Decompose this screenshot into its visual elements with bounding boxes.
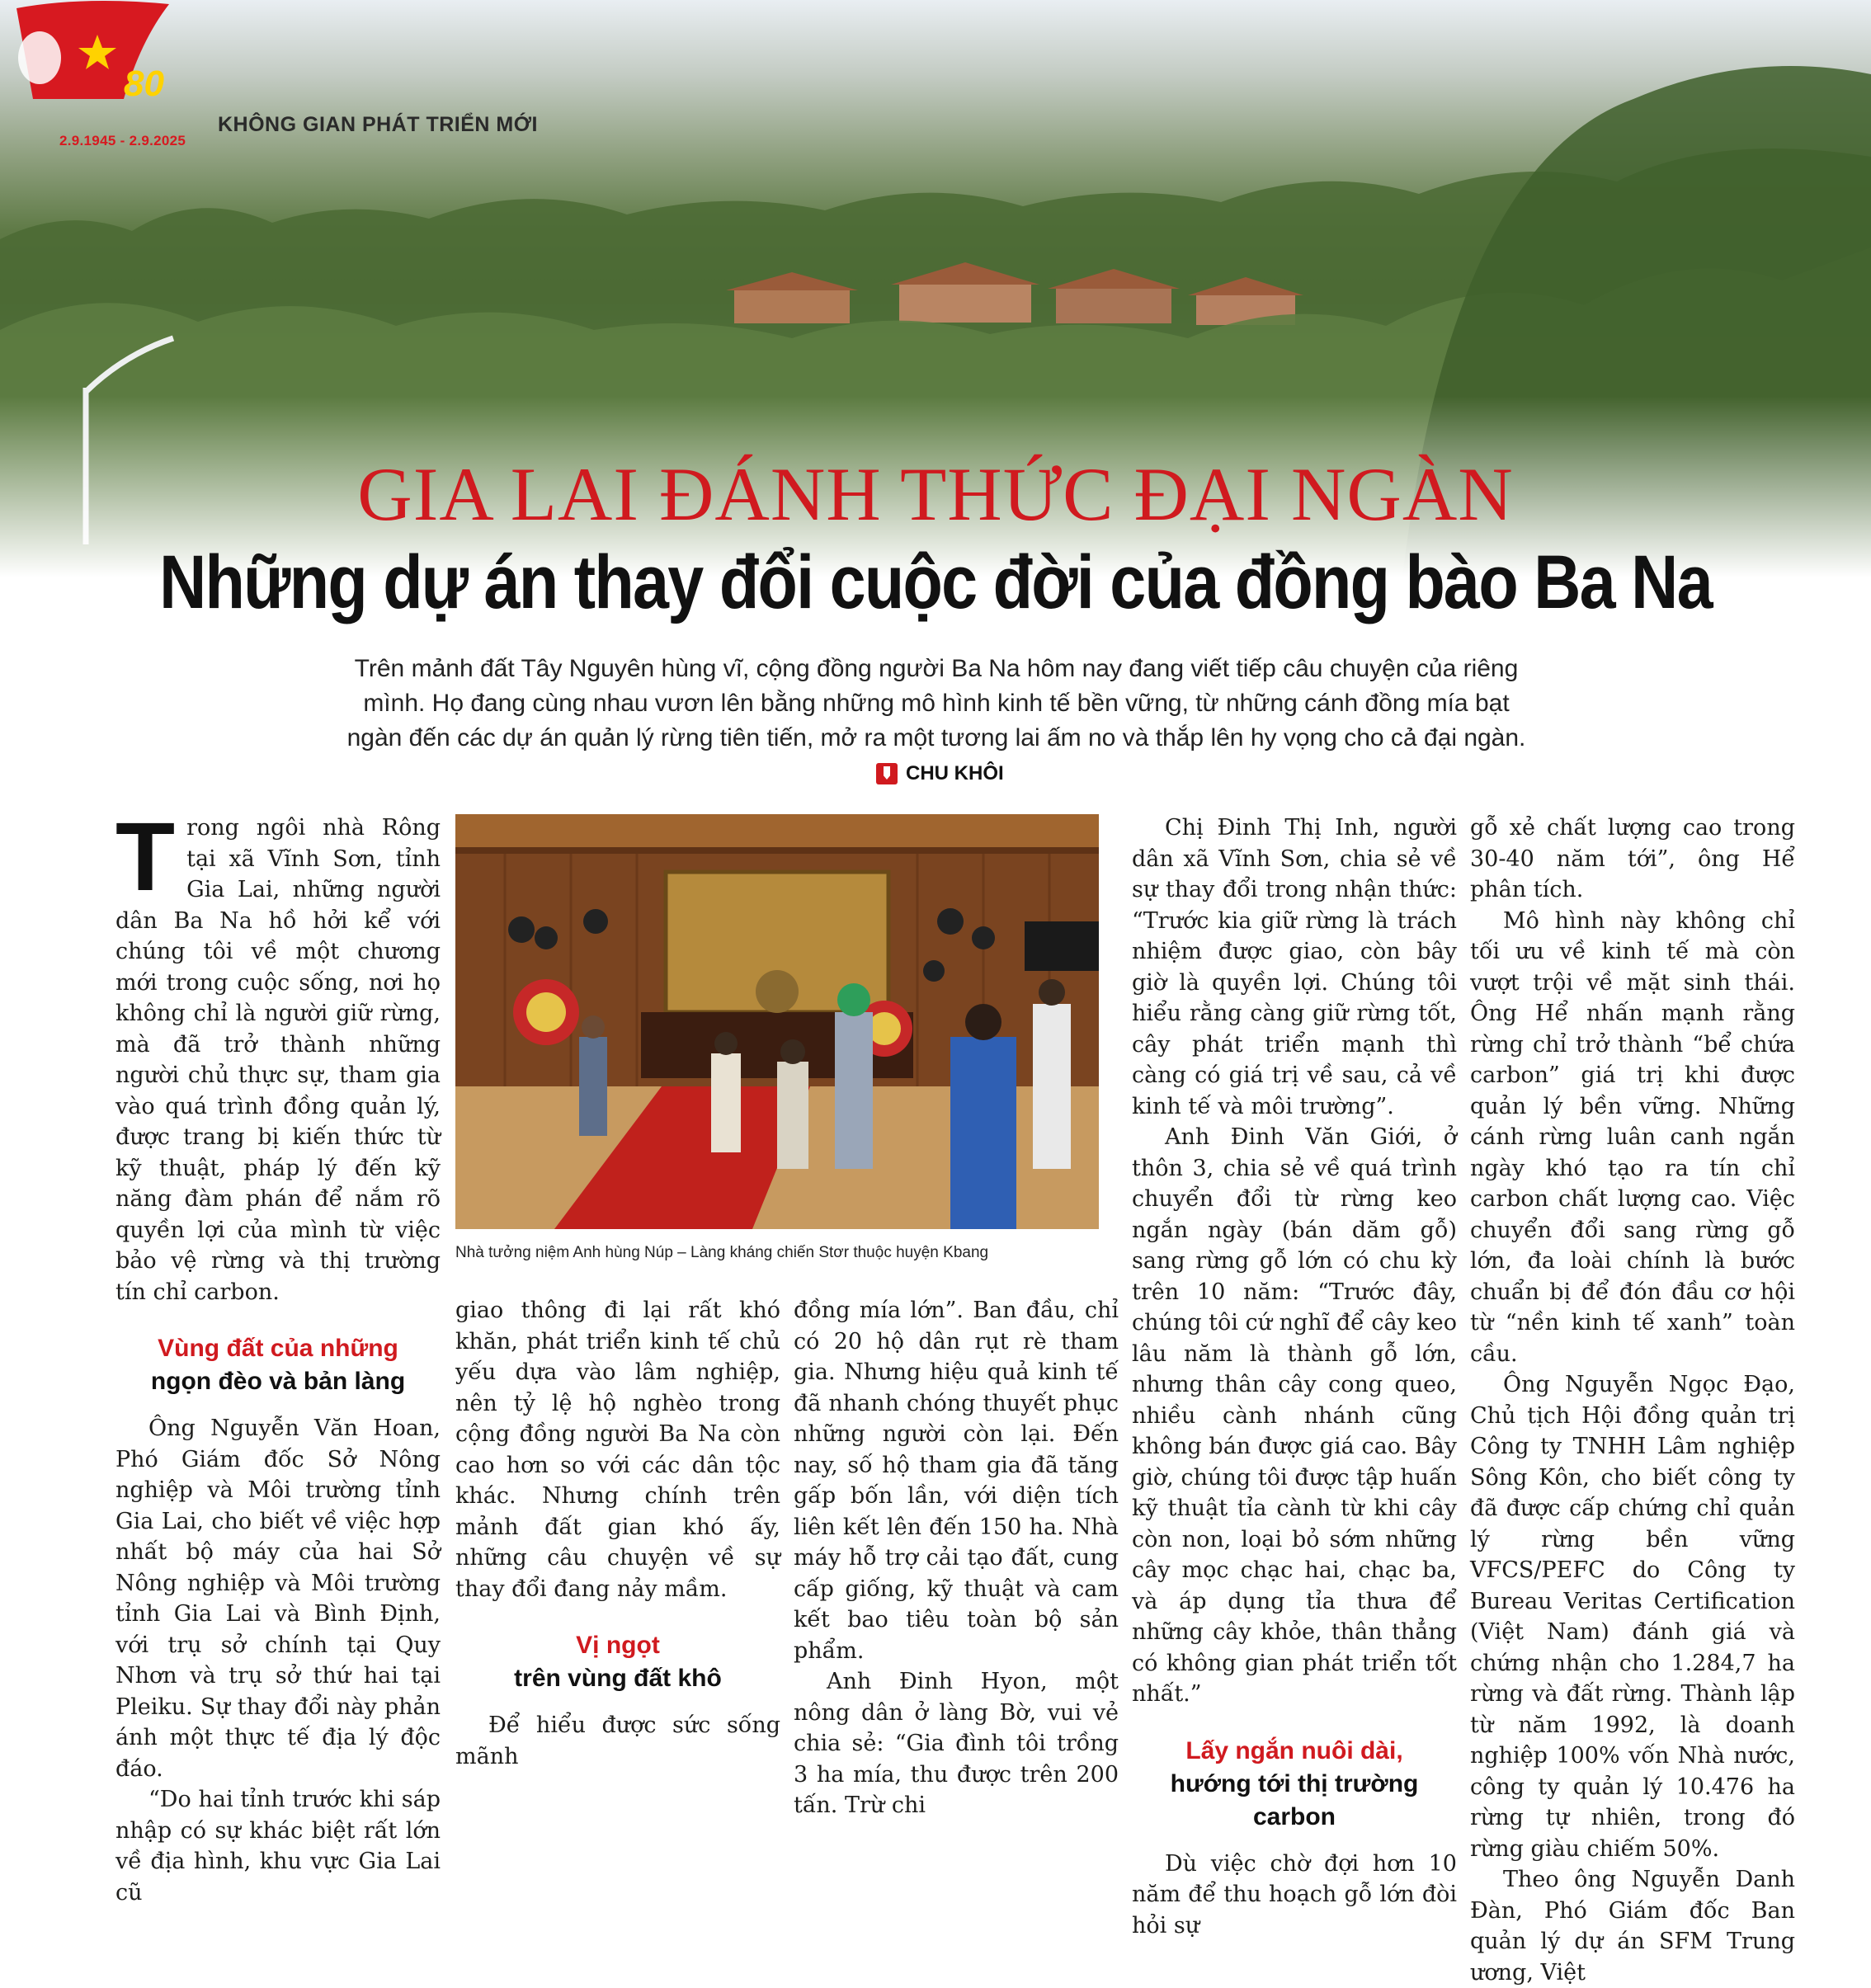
memorial-hall-illustration [455,814,1099,1229]
subhead-3 [1132,1735,1457,1834]
paragraph: Anh Đinh Hyon, một nông dân ở làng Bờ, vui vẻ chia sẻ: “Gia đình tôi trồng 3 ha mía, thu được trên 200 tấn. Trừ chi [794,1669,1119,1818]
column-5 [1470,813,1795,1988]
column-3 [794,1295,1119,1821]
tv-screen [1025,921,1099,971]
subhead-1 [115,1332,441,1398]
paragraph: Theo ông Nguyễn Danh Đàn, Phó Giám đốc Ban quản lý dự án SFM Trung ương, Việt [1470,1867,1795,1986]
subhead-3-black: hướng tới thị trường carbon [1170,1769,1419,1830]
column-1 [115,803,441,1908]
subhead-2-black: trên vùng đất khô [514,1665,722,1692]
byline [876,762,1004,785]
column-2 [455,1295,780,1772]
author-name: CHU KHÔI [906,762,1004,784]
subhead-1-black: ngọn đèo và bản làng [150,1368,406,1395]
lead-paragraph [115,803,441,1307]
memorial-hall-photo [455,814,1099,1229]
article-sapo: Trên mảnh đất Tây Nguyên hùng vĩ, cộng đồng người Ba Na hôm nay đang viết tiếp câu chuyện của riêng mình. Họ đang cùng nhau vươn lên bằng những mô hình kinh tế bền vững, từ những cánh đồng mía bạt ngàn đến các dự án quản lý rừng tiên tiến, mở ra một tương lai ấm no và thắp lên hy vọng cho cả đại ngàn. [346,655,1526,751]
portrait-silhouette-icon [18,31,61,84]
paragraph: đồng mía lớn”. Ban đầu, chỉ có 20 hộ dân rụt rè tham gia. Nhưng hiệu quả kinh tế đã nhanh chóng thuyết phục những người còn lại. Đến nay, số hộ tham gia đã tăng gấp bốn lần, với diện tích liên kết lên đến 150 ha. Nhà máy hỗ trợ cải tạo đất, cung cấp giống, kỹ thuật và cam kết bao tiêu toàn bộ sản phẩm. [794,1298,1119,1664]
article-headline: Những dự án thay đổi cuộc đời của đồng bào Ba Na [159,540,1712,624]
column-4 [1132,813,1457,1941]
paragraph: giao thông đi lại rất khó khăn, phát triển kinh tế chủ yếu dựa vào lâm nghiệp, nên tỷ lệ hộ nghèo trong cộng đồng người Ba Na còn cao hơn so với các dân tộc khác. Nhưng chính trên mảnh đất gian khó ấy, những câu chuyện về sự thay đổi đang nảy mầm. [455,1298,780,1602]
paragraph: Dù việc chờ đợi hơn 10 năm để thu hoạch gỗ lớn đòi hỏi sự [1132,1850,1457,1939]
paragraph: Mô hình này không chỉ tối ưu về kinh tế mà còn vượt trội về mặt sinh thái. Ông Hể nhấn mạnh rằng rừng chỉ trở thành “bể chứa carbon” giá trị khi được quản lý bền vững. Những cánh rừng luân canh ngắn ngày khó tạo ra tín chỉ carbon chất lượng cao. Việc chuyển đổi sang rừng gỗ lớn, đa loài chính là bước chuẩn bị để đón đầu cơ hội từ “nền kinh tế xanh” toàn cầu. [1470,907,1795,1367]
paragraph: gỗ xẻ chất lượng cao trong 30-40 năm tới”, ông Hể phân tích. [1470,815,1795,902]
section-tag: KHÔNG GIAN PHÁT TRIỂN MỚI [218,113,538,136]
lead-text: rong ngôi nhà Rông tại xã Vĩnh Sơn, tỉnh Gia Lai, những người dân Ba Na hồ hởi kể với chúng tôi về một chương mới trong cuộc sống, nơi họ không chỉ là người giữ rừng, mà đã trở thành những người chủ thực sự, tham gia vào quá trình đồng quản lý, được trang bị kiến thức từ kỹ thuật, pháp lý đến kỹ năng đàm phán để nắm rõ quyền lợi của mình từ việc bảo vệ rừng và thị trường tín chỉ carbon. [115,815,441,1305]
photo-caption: Nhà tưởng niệm Anh hùng Núp – Làng kháng chiến Stơr thuộc huyện Kbang [455,1244,989,1261]
paragraph: Ông Nguyễn Ngọc Đạo, Chủ tịch Hội đồng quản trị Công ty TNHH Lâm nghiệp Sông Kôn, cho biết công ty đã được cấp chứng chỉ quản lý rừng bền vững VFCS/PEFC do Công ty Bureau Veritas Certification (Việt Nam) đánh giá và chứng nhận cho 1.284,7 ha rừng và đất rừng. Thành lập từ năm 1992, là doanh nghiệp 100% vốn Nhà nước, công ty quản lý 10.476 ha rừng tự nhiên, trong đó rừng giàu chiếm 50%. [1470,1372,1795,1862]
bust-statue [756,970,799,1013]
dropcap: T [115,803,176,912]
subhead-2-red: Vị ngọt [576,1632,660,1659]
subhead-1-red: Vùng đất của những [158,1335,398,1362]
paragraph: Ông Nguyễn Văn Hoan, Phó Giám đốc Sở Nông nghiệp và Môi trường tỉnh Gia Lai, cho biết về việc hợp nhất bộ máy của hai Sở Nông nghiệp và Môi trường tỉnh Gia Lai và Bình Định, với trụ sở chính tại Quy Nhơn và trụ sở thứ hai tại Pleiku. Sự thay đổi này phản ánh một thực tế địa lý độc đáo. [115,1416,441,1782]
paragraph: Anh Đinh Văn Giới, ở thôn 3, chia sẻ về quá trình chuyển đổi từ rừng keo ngắn ngày (bán dăm gỗ) sang rừng gỗ lớn có chu kỳ trên 10 năm: “Trước đây, chúng tôi cứ nghĩ để cây keo lâu năm là thành gỗ lớn, nhưng thân cây cong queo, nhiều cành nhánh cũng không bán được giá cao. Bây giờ, chúng tôi được tập huấn kỹ thuật tỉa cành từ khi cây còn non, loại bỏ sớm những cây mọc chạc hai, chạc ba, và áp dụng tỉa thưa để những cây khỏe, thân thẳng có không gian phát triển tốt nhất.” [1132,1124,1457,1707]
svg-text:80: 80 [124,64,164,104]
emblem-dates: 2.9.1945 - 2.9.2025 [59,133,186,148]
paragraph: Chị Đinh Thị Inh, người dân xã Vĩnh Sơn, chia sẻ về sự thay đổi trong nhận thức: “Trước kia giữ rừng là trách nhiệm được giao, còn bây giờ là quyền lợi. Chúng tôi hiểu rằng càng giữ rừng tốt, cây phát triển mạnh thì càng có giá trị về sau, cả về kinh tế và môi trường”. [1132,815,1457,1119]
paragraph: Để hiểu được sức sống mãnh [455,1712,780,1769]
pen-icon [876,763,898,784]
paragraph: “Do hai tỉnh trước khi sáp nhập có sự khác biệt rất lớn về địa hình, khu vực Gia Lai cũ [115,1787,441,1906]
article-kicker: GIA LAI ĐÁNH THỨC ĐẠI NGÀN [357,452,1514,536]
subhead-3-red: Lấy ngắn nuôi dài, [1185,1736,1403,1764]
subhead-2 [455,1629,780,1695]
anniversary-80-emblem [0,0,173,111]
